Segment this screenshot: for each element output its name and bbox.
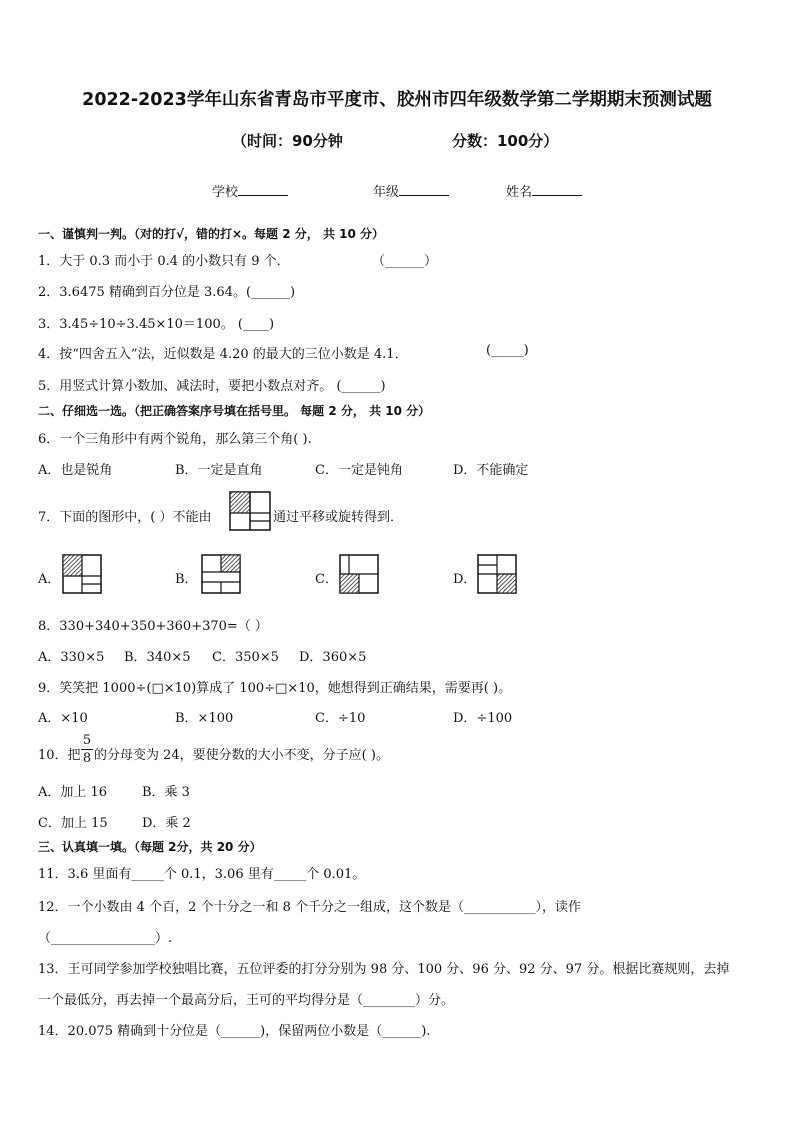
q10-fraction bbox=[81, 734, 93, 765]
q7-option-b-label[interactable]: B． bbox=[175, 572, 198, 587]
q9-option-b[interactable]: B．×100 bbox=[175, 711, 234, 726]
question-7-stem: 7．下面的图形中，( ）不能由 bbox=[38, 510, 212, 525]
question-8: 8．330+340+350+360+370=（ ） bbox=[38, 619, 268, 634]
q7-option-a-label[interactable]: A． bbox=[38, 572, 61, 587]
question-5: 5．用竖式计算小数加、减法时，要把小数点对齐。 (______) bbox=[38, 379, 386, 394]
school-field bbox=[212, 181, 288, 200]
q8-option-b[interactable]: B．340×5 bbox=[124, 650, 191, 665]
q7-option-b-figure[interactable] bbox=[201, 554, 241, 594]
q8-option-a[interactable]: A．330×5 bbox=[38, 650, 105, 665]
q10-option-c[interactable]: C．加上 15 bbox=[38, 816, 108, 831]
question-4-blank[interactable]: (_____) bbox=[486, 343, 529, 358]
grade-label: 年级 bbox=[373, 185, 400, 200]
question-10-stem-end: 的分母变为 24，要使分数的大小不变，分子应( )。 bbox=[94, 748, 389, 763]
question-3: 3．3.45÷10÷3.45×10＝100。 (____) bbox=[38, 317, 275, 332]
q10-option-b[interactable]: B．乘 3 bbox=[142, 785, 190, 800]
section-2-heading: 二、仔细选一选。（把正确答案序号填在括号里。 每题 2 分， 共 10 分） bbox=[38, 404, 431, 418]
school-blank[interactable] bbox=[238, 181, 288, 196]
question-13-line-2: 一个最低分，再去掉一个最高分后，王可的平均得分是（________）分。 bbox=[38, 993, 455, 1008]
question-12-line-2: （________________）. bbox=[38, 931, 173, 946]
section-1-heading: 一、谨慎判一判。（对的打√，错的打×。每题 2 分， 共 10 分） bbox=[38, 227, 384, 241]
q10-option-d[interactable]: D．乘 2 bbox=[142, 816, 191, 831]
name-blank[interactable] bbox=[532, 181, 582, 196]
q7-option-c-figure[interactable] bbox=[339, 554, 379, 594]
q7-reference-figure bbox=[229, 491, 271, 531]
question-10-stem: 10．把 bbox=[38, 748, 81, 763]
section-3-heading: 三、认真填一填。（每题 2分，共 20 分） bbox=[38, 840, 262, 854]
exam-time: （时间：90分钟 bbox=[232, 132, 343, 150]
question-14: 14．20.075 精确到十分位是（______)，保留两位小数是（______). bbox=[38, 1024, 431, 1039]
name-field bbox=[506, 181, 582, 200]
question-9: 9．笑笑把 1000÷(□×10)算成了 100÷□×10，她想得到正确结果，需要再( )。 bbox=[38, 681, 512, 696]
q8-option-c[interactable]: C．350×5 bbox=[212, 650, 279, 665]
question-1-blank[interactable]: （______） bbox=[372, 254, 438, 269]
question-6: 6．一个三角形中有两个锐角，那么第三个角( ). bbox=[38, 432, 312, 447]
q9-option-a[interactable]: A．×10 bbox=[38, 711, 88, 726]
q9-option-d[interactable]: D．÷100 bbox=[453, 711, 513, 726]
q7-option-d-figure[interactable] bbox=[477, 554, 517, 594]
question-12-line-1: 12．一个小数由 4 个百，2 个十分之一和 8 个千分之一组成，这个数是（___________），读作 bbox=[38, 900, 582, 915]
q6-option-c[interactable]: C．一定是钝角 bbox=[315, 463, 403, 478]
q10-fraction-numerator: 5 bbox=[82, 733, 92, 748]
question-13-line-1: 13．王可同学参加学校独唱比赛，五位评委的打分分别为 98 分、100 分、96 分、92 分、97 分。根据比赛规则，去掉 bbox=[38, 962, 730, 977]
q7-option-c-label[interactable]: C． bbox=[315, 572, 338, 587]
q7-option-a-figure[interactable] bbox=[62, 554, 102, 594]
q10-fraction-denominator: 8 bbox=[82, 751, 92, 766]
question-7-stem-end: 通过平移或旋转得到． bbox=[273, 510, 404, 525]
grade-field bbox=[373, 181, 449, 200]
q8-option-d[interactable]: D．360×5 bbox=[299, 650, 367, 665]
school-label: 学校 bbox=[212, 185, 239, 200]
exam-score: 分数：100分） bbox=[452, 132, 559, 150]
q9-option-c[interactable]: C．÷10 bbox=[315, 711, 366, 726]
question-4: 4．按“四舍五入”法，近似数是 4.20 的最大的三位小数是 4.1． bbox=[38, 347, 408, 362]
question-2: 2．3.6475 精确到百分位是 3.64。(______) bbox=[38, 285, 296, 300]
q6-option-b[interactable]: B．一定是直角 bbox=[175, 463, 263, 478]
q6-option-d[interactable]: D．不能确定 bbox=[453, 463, 529, 478]
question-1: 1．大于 0.3 而小于 0.4 的小数只有 9 个． bbox=[38, 254, 290, 269]
question-11: 11．3.6 里面有_____个 0.1，3.06 里有_____个 0.01。 bbox=[38, 867, 366, 882]
q6-option-a[interactable]: A．也是锐角 bbox=[38, 463, 113, 478]
grade-blank[interactable] bbox=[399, 181, 449, 196]
name-label: 姓名 bbox=[506, 185, 533, 200]
q7-option-d-label[interactable]: D． bbox=[453, 572, 477, 587]
exam-title: 2022-2023学年山东省青岛市平度市、胶州市四年级数学第二学期期末预测试题 bbox=[82, 90, 712, 110]
q10-option-a[interactable]: A．加上 16 bbox=[38, 785, 108, 800]
